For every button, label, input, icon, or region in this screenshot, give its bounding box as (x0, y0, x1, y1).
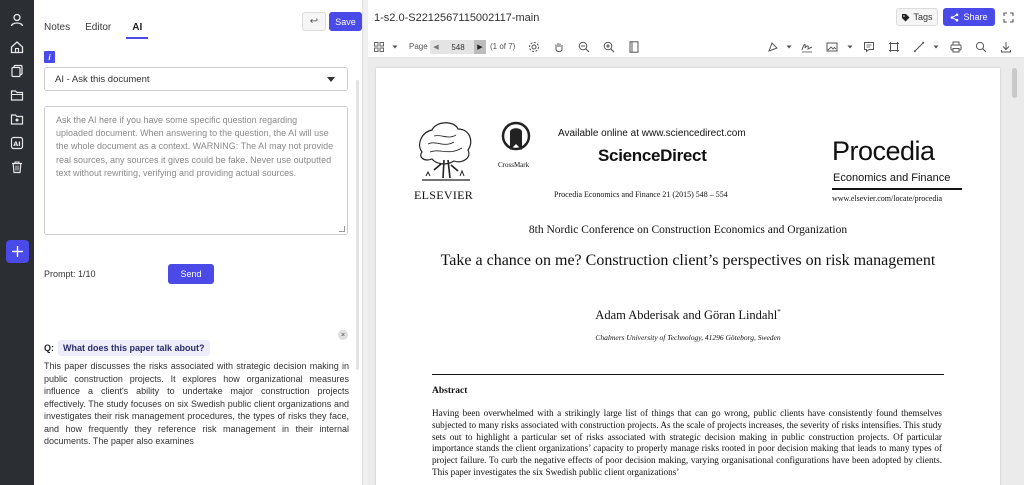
procedia-subtitle: Economics and Finance (833, 172, 951, 184)
paper-authors (376, 308, 1000, 323)
document-title: 1-s2.0-S2212567115002117-main (374, 12, 540, 24)
ai-mode-select[interactable] (44, 67, 348, 91)
procedia-logo: Procedia (832, 136, 935, 166)
signature-icon[interactable] (800, 40, 814, 54)
ai-question-input[interactable] (44, 106, 348, 235)
draw-pen-icon[interactable] (766, 40, 780, 54)
page-number-input[interactable]: 548 (451, 42, 465, 52)
sciencedirect-logo: ScienceDirect (598, 146, 707, 165)
question-text: What does this paper talk about? (58, 340, 210, 356)
tab-ai[interactable]: AI (126, 22, 148, 39)
next-page-button[interactable]: ▶ (474, 40, 486, 54)
shared-folder-icon[interactable] (7, 109, 27, 129)
elsevier-wordmark: ELSEVIER (414, 188, 474, 202)
page-navigator (430, 40, 486, 54)
available-online-text: Available online at www.sciencedirect.com (558, 128, 746, 139)
abstract-divider (432, 374, 944, 375)
pdf-page (376, 68, 1000, 485)
tab-editor[interactable]: Editor (85, 22, 112, 33)
undo-icon: ↩ (309, 16, 319, 27)
add-button[interactable] (6, 240, 29, 263)
thumbnails-icon[interactable] (372, 40, 386, 54)
previous-page-button[interactable]: ◀ (433, 44, 439, 51)
crossmark-label: CrossMark (498, 161, 530, 169)
home-icon[interactable] (7, 37, 27, 57)
ai-icon[interactable] (7, 133, 27, 153)
crossmark-logo-icon (500, 120, 532, 164)
zoom-in-icon[interactable] (602, 40, 616, 54)
page-label: Page (409, 42, 428, 51)
prompt-counter: Prompt: 1/10 (44, 269, 96, 279)
tags-button[interactable] (896, 8, 938, 26)
question-label: Q: (44, 343, 54, 353)
procedia-url: www.elsevier.com/locate/procedia (832, 194, 943, 203)
ai-side-panel (34, 0, 362, 485)
resize-handle-icon[interactable] (339, 226, 345, 232)
conference-name: 8th Nordic Conference on Construction Economics and Organization (528, 224, 848, 236)
abstract-heading: Abstract (432, 386, 468, 396)
abstract-text: Having been overwhelmed with a strikingly large list of things that can go wrong, public clients have consistently found themselves subjected to many risks associated with construction projects. As the scale of projects increases, the severity of risks intensifies. This study sets out to highlight a particular set of risks associated with strategic decision making in public construction projects. Of particular importance stands the client organizations’ capacity to properly manage risks rooted in poor decision making that leads to many types of project failure. To curb the negative effects of poor decision making, varying organisational configurations have been adopted by clients. This paper investigates the six Swedish public client organizations’ (432, 408, 942, 477)
print-icon[interactable] (949, 40, 963, 54)
page-count: (1 of 7) (490, 42, 516, 51)
author-affiliation: Chalmers University of Technology, 41296 Göteborg, Sweden (595, 333, 781, 342)
settings-icon[interactable] (527, 40, 541, 54)
save-button[interactable]: Save (329, 12, 362, 31)
panel-tabs (44, 22, 156, 39)
pan-hand-icon[interactable] (552, 40, 566, 54)
comment-icon[interactable] (862, 40, 876, 54)
crop-icon[interactable] (887, 40, 901, 54)
share-label: Share (963, 12, 988, 22)
document-header (368, 0, 1024, 36)
left-rail (0, 0, 34, 485)
svg-text:AI: AI (13, 140, 21, 148)
ai-question-placeholder: Ask the AI here if you have some specific question regarding uploaded document. When answering to the question, the AI will use the whole document as a context. WARNING: The AI may not provide real sources, any sources it gives could be fake. Never use outputted text without rewriting, verifying and providing actual sources. (56, 115, 334, 178)
folder-icon[interactable] (7, 85, 27, 105)
zoom-out-icon[interactable] (577, 40, 591, 54)
journal-reference: Procedia Economics and Finance 21 (2015) 548 – 554 (554, 190, 728, 199)
download-icon[interactable] (999, 40, 1013, 54)
share-button[interactable] (943, 8, 995, 26)
paper-title: Take a chance on me? Construction client’s perspectives on risk management (440, 252, 936, 269)
document-viewer (368, 58, 1024, 485)
tag-icon (901, 13, 910, 22)
image-dropdown-icon[interactable] (843, 40, 857, 54)
plus-icon (11, 245, 24, 258)
ai-answer: This paper discusses the risks associated with strategic decision making in public construction projects. It explores how organizational measures influence a client's ability to undertake major construction projects effectively. The study focuses on six Swedish public client organizations and investigates their risk management procedures, the types of risks they face, and how frequently they reference risk management in their internal documents. The paper also examines (44, 361, 349, 446)
question-row (44, 340, 210, 356)
tab-notes[interactable]: Notes (44, 22, 71, 33)
panel-scrollbar[interactable] (356, 80, 359, 370)
search-icon[interactable] (974, 40, 988, 54)
pdf-toolbar (368, 36, 1024, 58)
image-icon[interactable] (825, 40, 839, 54)
user-icon[interactable] (7, 10, 27, 30)
caret-down-icon (327, 77, 335, 82)
share-icon (950, 13, 959, 22)
author-footnote-mark: * (777, 308, 781, 316)
undo-button[interactable] (302, 12, 326, 31)
fullscreen-icon[interactable] (1001, 10, 1015, 24)
close-icon[interactable]: × (338, 330, 348, 340)
send-button[interactable]: Send (168, 264, 214, 284)
info-icon[interactable]: i (44, 51, 55, 63)
draw-dropdown-icon[interactable] (782, 40, 796, 54)
document-scrollbar[interactable] (1012, 68, 1017, 98)
tags-label: Tags (913, 12, 933, 22)
authors-text: Adam Abderisak and Göran Lindahl (595, 308, 778, 323)
ai-mode-value: AI - Ask this document (55, 74, 150, 85)
trash-icon[interactable] (7, 157, 27, 177)
thumbnails-dropdown-icon[interactable] (388, 40, 402, 54)
procedia-divider (832, 188, 962, 190)
line-tool-icon[interactable] (912, 40, 926, 54)
page-layout-icon[interactable] (627, 40, 641, 54)
documents-icon[interactable] (7, 61, 27, 81)
elsevier-tree-logo-icon (414, 118, 476, 188)
line-dropdown-icon[interactable] (929, 40, 943, 54)
